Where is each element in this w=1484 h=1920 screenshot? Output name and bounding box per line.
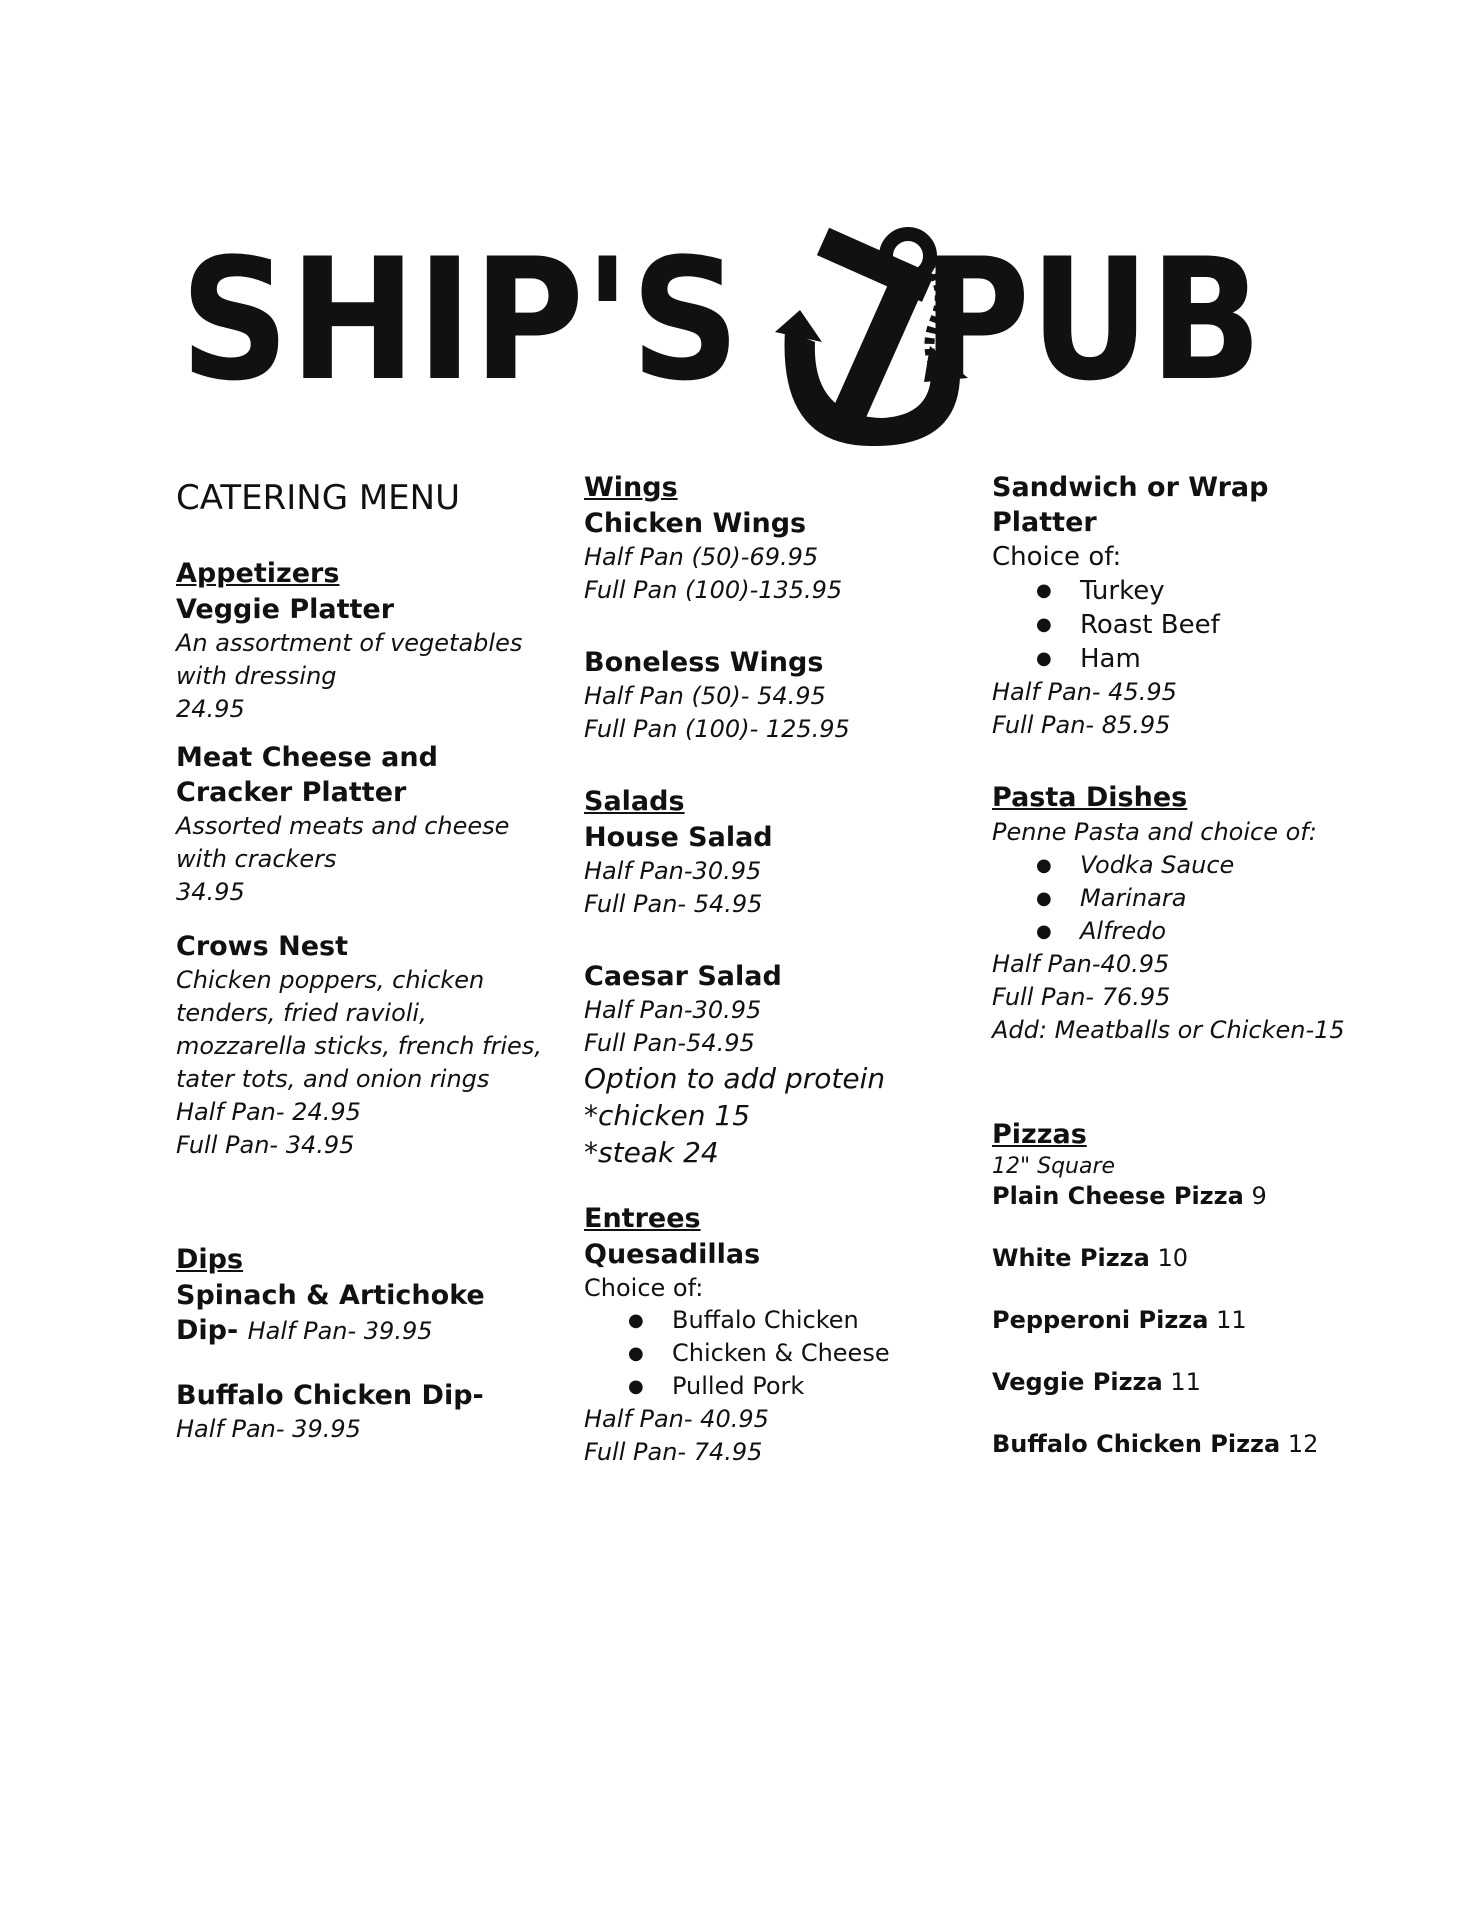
pizza-price: 9 <box>1251 1182 1267 1210</box>
item-price-half: Half Pan- 24.95 <box>176 1098 361 1126</box>
item-price-full: Full Pan-54.95 <box>584 1029 755 1057</box>
item-description: Penne Pasta and choice of: <box>992 818 1317 846</box>
item-price-half: Half Pan (50)-69.95 <box>584 543 819 571</box>
pizza-name: Veggie Pizza <box>992 1368 1163 1396</box>
item-price-full: Full Pan- 85.95 <box>992 711 1171 739</box>
pizza-price: 12 <box>1287 1430 1319 1458</box>
list-item: ● Pulled Pork <box>672 1370 964 1403</box>
item-price-full: Full Pan- 54.95 <box>584 890 763 918</box>
item-description: Chicken poppers, chicken tenders, fried ravioli, mozzarella sticks, french fries, tater tots, and onion rings <box>176 966 542 1093</box>
section-heading-pizzas: Pizzas <box>992 1119 1087 1150</box>
ships-pub-logo <box>180 210 1270 450</box>
pizza-size: 12" Square <box>992 1154 1116 1179</box>
pizza-item <box>992 1305 1362 1335</box>
logo-text-ships: SHIP'S <box>180 222 740 418</box>
list-item: ● Chicken & Cheese <box>672 1337 964 1370</box>
list-item: ● Roast Beef <box>1080 608 1362 642</box>
pizza-name: Plain Cheese Pizza <box>992 1182 1244 1210</box>
item-name: Caesar Salad <box>584 961 782 992</box>
item-name: Veggie Platter <box>176 594 395 625</box>
pizza-price: 10 <box>1157 1244 1189 1272</box>
menu-column-3 <box>992 470 1362 1491</box>
item-name: Boneless Wings <box>584 647 824 678</box>
item-name: Quesadillas <box>584 1239 761 1270</box>
choice-label: Choice of: <box>584 1274 704 1302</box>
page-title: CATERING MENU <box>176 478 460 518</box>
pizza-price: 11 <box>1170 1368 1201 1396</box>
pizza-name: Pepperoni Pizza <box>992 1306 1209 1334</box>
choice-label: Choice of: <box>992 542 1122 572</box>
item-price-full: Full Pan (100)-135.95 <box>584 576 843 604</box>
menu-column-2 <box>584 470 964 1469</box>
item-price: 24.95 <box>176 695 245 723</box>
protein-steak: *steak 24 <box>584 1136 719 1169</box>
item-description: Assorted meats and cheese with crackers <box>176 812 510 873</box>
pizza-name: White Pizza <box>992 1244 1150 1272</box>
pizza-item <box>992 1181 1362 1211</box>
item-name: Sandwich or Wrap Platter <box>992 472 1269 538</box>
section-heading-pasta: Pasta Dishes <box>992 782 1188 813</box>
item-price-half: Half Pan- 39.95 <box>247 1317 433 1345</box>
menu-column-1 <box>176 470 556 1446</box>
pasta-options <box>992 849 1362 948</box>
item-description: An assortment of vegetables with dressing <box>176 629 523 690</box>
item-price-half: Half Pan- 39.95 <box>176 1415 361 1443</box>
list-item: ● Turkey <box>1080 574 1362 608</box>
section-heading-entrees: Entrees <box>584 1203 701 1234</box>
pizza-item <box>992 1367 1362 1397</box>
pasta-addon: Add: Meatballs or Chicken-15 <box>992 1016 1345 1044</box>
item-name: Spinach & Artichoke Dip- <box>176 1280 485 1346</box>
item-price-half: Half Pan (50)- 54.95 <box>584 682 826 710</box>
pizza-item <box>992 1243 1362 1273</box>
item-price-half: Half Pan-30.95 <box>584 996 762 1024</box>
list-item: ● Marinara <box>1080 882 1362 915</box>
quesadilla-options <box>584 1304 964 1403</box>
protein-option: Option to add protein <box>584 1062 886 1095</box>
protein-chicken: *chicken 15 <box>584 1099 751 1132</box>
list-item: ● Vodka Sauce <box>1080 849 1362 882</box>
item-spinach-dip <box>176 1278 556 1348</box>
item-price: 34.95 <box>176 878 245 906</box>
pizza-item <box>992 1429 1362 1459</box>
item-name: Meat Cheese and Cracker Platter <box>176 742 438 808</box>
item-price-half: Half Pan- 45.95 <box>992 678 1177 706</box>
item-price-full: Full Pan- 74.95 <box>584 1438 763 1466</box>
item-price-half: Half Pan- 40.95 <box>584 1405 769 1433</box>
list-item: ● Ham <box>1080 642 1362 676</box>
item-name: Buffalo Chicken Dip- <box>176 1380 484 1411</box>
item-price-full: Full Pan- 76.95 <box>992 983 1171 1011</box>
item-price-full: Full Pan (100)- 125.95 <box>584 715 850 743</box>
list-item: ● Alfredo <box>1080 915 1362 948</box>
item-price-half: Half Pan-40.95 <box>992 950 1170 978</box>
item-price-full: Full Pan- 34.95 <box>176 1131 355 1159</box>
item-price-half: Half Pan-30.95 <box>584 857 762 885</box>
section-heading-appetizers: Appetizers <box>176 558 340 589</box>
item-name: Chicken Wings <box>584 508 807 539</box>
logo-text-pub: PUB <box>922 222 1262 418</box>
pizza-name: Buffalo Chicken Pizza <box>992 1430 1281 1458</box>
item-name: Crows Nest <box>176 931 348 962</box>
sandwich-options <box>992 574 1362 676</box>
section-heading-dips: Dips <box>176 1244 244 1275</box>
section-heading-salads: Salads <box>584 786 685 817</box>
item-name: House Salad <box>584 822 773 853</box>
section-heading-wings: Wings <box>584 472 678 503</box>
list-item: ● Buffalo Chicken <box>672 1304 964 1337</box>
pizza-price: 11 <box>1216 1306 1247 1334</box>
